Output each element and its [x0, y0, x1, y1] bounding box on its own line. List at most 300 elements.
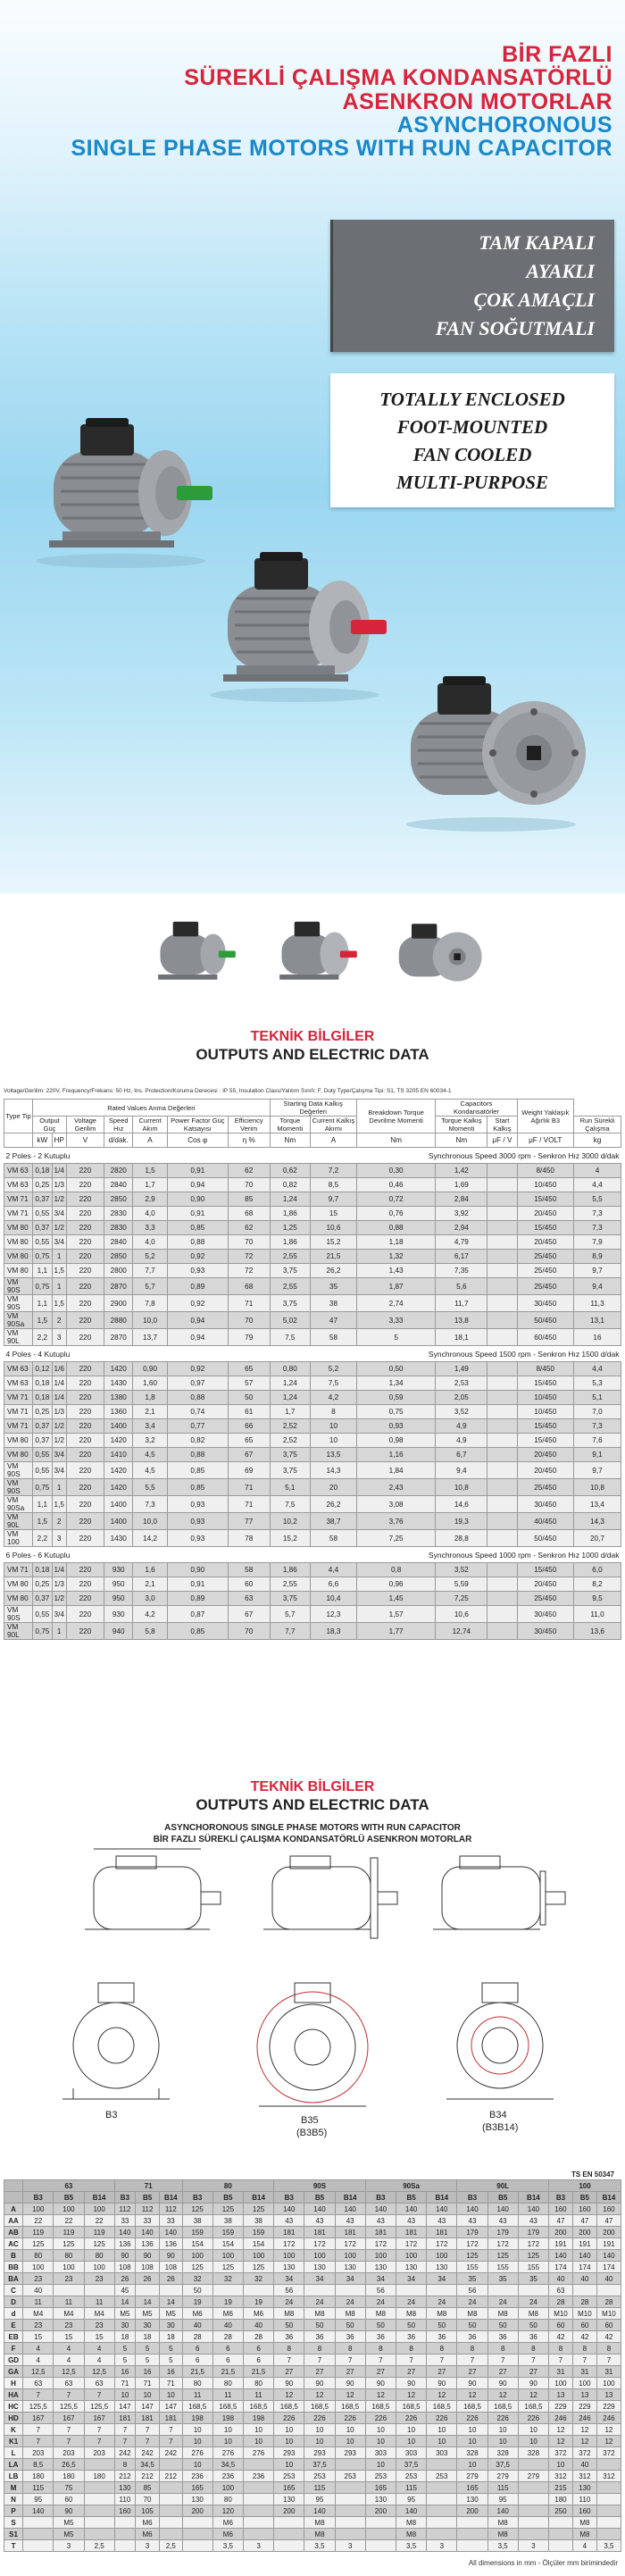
data-cell: 4,0 [133, 1207, 167, 1221]
dimension-value: 140 [488, 2204, 518, 2215]
data-cell: 67 [228, 1606, 270, 1623]
data-cell: 3,52 [436, 1405, 488, 1419]
mount-cell [4, 2192, 23, 2204]
electric-data-table [4, 1099, 621, 1640]
dimension-value: 279 [518, 2471, 548, 2482]
dimension-value [243, 2494, 273, 2505]
dimension-value: 168,5 [212, 2401, 243, 2413]
data-cell: 220 [66, 1623, 104, 1640]
motor-type-cell: VM 71 [4, 1207, 33, 1221]
dimension-value: 10 [335, 2436, 365, 2447]
dimension-value: 36 [518, 2331, 548, 2343]
dimension-value: 7 [457, 2354, 488, 2366]
dimension-value: 172 [365, 2238, 396, 2250]
dimension-value: 27 [427, 2366, 457, 2378]
dimension-value: 212 [114, 2471, 135, 2482]
dimension-value: 90 [114, 2250, 135, 2262]
data-cell: 2,1 [133, 1405, 167, 1419]
dimension-value: M8 [396, 2308, 426, 2320]
dimension-value: 115 [304, 2482, 335, 2494]
data-cell: 0,85 [167, 1221, 228, 1235]
dimension-value: 10 [427, 2424, 457, 2436]
data-cell: 7,2 [311, 1164, 357, 1178]
dimension-value: 43 [365, 2215, 396, 2227]
dimension-value: 181 [304, 2227, 335, 2238]
dimension-value: 40 [243, 2320, 273, 2331]
dimension-value: 328 [488, 2447, 518, 2459]
data-cell: 1,87 [356, 1278, 436, 1295]
data-cell: 11,7 [436, 1295, 488, 1312]
front-view-b35 [257, 1983, 368, 2106]
dimension-key: K [4, 2424, 23, 2436]
dimension-value: 5 [136, 2354, 160, 2366]
data-cell: 3/4 [52, 1462, 66, 1479]
data-cell: 1,1 [33, 1264, 52, 1278]
dimension-value: 312 [572, 2471, 596, 2482]
table-row [4, 2517, 621, 2529]
data-cell [488, 1278, 517, 1295]
dimension-value: 200 [457, 2505, 488, 2517]
data-cell: 0,75 [33, 1623, 52, 1640]
dimension-value: 5 [114, 2354, 135, 2366]
data-cell: 9,7 [573, 1462, 621, 1479]
feature-tr-3: ÇOK AMAÇLI [473, 289, 595, 311]
data-cell: 1410 [104, 1448, 133, 1462]
data-cell: 7,3 [573, 1419, 621, 1434]
data-cell: 8,9 [573, 1250, 621, 1264]
dimension-value: 15 [84, 2331, 114, 2343]
data-cell: 2,52 [270, 1434, 311, 1448]
dimension-value: 154 [212, 2238, 243, 2250]
dimension-value [518, 2482, 548, 2494]
dimension-value: 33 [114, 2215, 135, 2227]
data-cell: 57 [228, 1376, 270, 1391]
dimension-value: 30 [136, 2320, 160, 2331]
data-cell: 220 [66, 1563, 104, 1577]
label-b3: B3 [105, 2110, 118, 2120]
data-cell: 0,37 [33, 1592, 52, 1606]
dimension-value: 372 [572, 2447, 596, 2459]
dimension-value [160, 2482, 183, 2494]
dimension-value: 212 [160, 2471, 183, 2482]
data-cell: 11,0 [573, 1606, 621, 1623]
label-b35: B35 [301, 2115, 319, 2126]
dimension-value: 154 [182, 2238, 212, 2250]
data-cell: 20/450 [517, 1462, 573, 1479]
dimension-key: GA [4, 2366, 23, 2378]
motor-type-cell: VM 71 [4, 1419, 33, 1434]
dimension-value: 37,5 [396, 2459, 426, 2471]
dimension-value: 246 [572, 2413, 596, 2424]
dimension-key: H [4, 2378, 23, 2389]
dimension-value: 191 [549, 2238, 573, 2250]
dimension-value: 8 [457, 2343, 488, 2354]
data-cell: 4,4 [573, 1362, 621, 1376]
data-cell: 1400 [104, 1419, 133, 1434]
table2-subtitle-tr: BİR FAZLI SÜREKLİ ÇALIŞMA KONDANSATÖRLÜ ASENKRON MOTORLAR [153, 1835, 472, 1844]
dimension-value [243, 2517, 273, 2529]
dimension-value [84, 2529, 114, 2540]
dimension-value: 165 [182, 2482, 212, 2494]
data-cell: 0,55 [33, 1606, 52, 1623]
dimension-value: 130 [365, 2494, 396, 2505]
dimension-value: 34 [304, 2273, 335, 2285]
table-row [4, 1405, 621, 1419]
data-cell: 5,1 [573, 1391, 621, 1405]
motor-type-cell: VM 80 [4, 1264, 33, 1278]
dimension-value: 90 [427, 2378, 457, 2389]
dimension-value: 12 [427, 2389, 457, 2401]
data-cell: 15/450 [517, 1434, 573, 1448]
table-row [4, 1448, 621, 1462]
dimension-value: 7 [488, 2354, 518, 2366]
dimension-value: 303 [365, 2447, 396, 2459]
dimension-value: 12 [549, 2424, 573, 2436]
data-cell: 220 [66, 1577, 104, 1592]
data-cell: 5 [356, 1329, 436, 1346]
dimension-key: HC [4, 2401, 23, 2413]
dimension-value: 47 [596, 2215, 621, 2227]
data-cell: 1 [52, 1623, 66, 1640]
data-cell: 0,75 [33, 1250, 52, 1264]
data-cell: 20 [311, 1479, 357, 1496]
data-cell: 0,25 [33, 1405, 52, 1419]
data-cell: 70 [228, 1235, 270, 1250]
table-row [4, 2343, 621, 2354]
data-cell: 5,02 [270, 1312, 311, 1329]
dimension-value: 14 [136, 2296, 160, 2308]
feature-en-4: MULTI-PURPOSE [396, 472, 548, 493]
dimension-value [457, 2517, 488, 2529]
unit-cell: Nm [436, 1133, 488, 1148]
dimension-value: 32 [212, 2273, 243, 2285]
label-b35-sub: (B3B5) [296, 2128, 328, 2138]
dimension-value: 7 [84, 2436, 114, 2447]
data-cell [488, 1391, 517, 1405]
dimension-value: 3 [518, 2540, 548, 2552]
dimension-value: M4 [84, 2308, 114, 2320]
data-cell: 220 [66, 1376, 104, 1391]
unit-cell: η % [228, 1133, 270, 1148]
dimension-value: 7 [518, 2354, 548, 2366]
data-cell: 220 [66, 1164, 104, 1178]
dimension-value: 100 [212, 2482, 243, 2494]
dimension-value: 253 [427, 2471, 457, 2482]
data-cell: 6,17 [436, 1250, 488, 1264]
data-cell: 65 [228, 1362, 270, 1376]
dimension-value: 10 [182, 2424, 212, 2436]
dimension-key: T [4, 2540, 23, 2552]
data-cell: 5,8 [133, 1623, 167, 1640]
dimension-value [518, 2494, 548, 2505]
dimension-key: HA [4, 2389, 23, 2401]
table-row [4, 1419, 621, 1434]
data-cell: 20/450 [517, 1577, 573, 1592]
dimension-value: 229 [549, 2401, 573, 2413]
data-cell: 65 [228, 1434, 270, 1448]
table-row [4, 1235, 621, 1250]
dimension-key: D [4, 2296, 23, 2308]
dimension-value: 172 [427, 2238, 457, 2250]
motor-type-cell: VM 63 [4, 1362, 33, 1376]
dimension-value: 180 [549, 2494, 573, 2505]
data-cell: 0,82 [270, 1178, 311, 1192]
dimension-value: 47 [549, 2215, 573, 2227]
dimension-value: 10 [160, 2389, 183, 2401]
title-tr-1: BİR FAZLI [502, 42, 612, 67]
data-cell: 20/450 [517, 1448, 573, 1462]
section-poles: 6 Poles - 6 Kutuplu [4, 1547, 271, 1563]
dimension-value: 75 [54, 2482, 84, 2494]
dimension-value: 27 [304, 2366, 335, 2378]
data-cell: 0,30 [356, 1164, 436, 1178]
data-cell: 3,76 [356, 1513, 436, 1530]
data-cell: 30/450 [517, 1295, 573, 1312]
dimension-value: 7 [23, 2389, 54, 2401]
data-cell: 5,59 [436, 1577, 488, 1592]
dimension-value: 10 [243, 2436, 273, 2447]
data-cell: 3,4 [133, 1419, 167, 1434]
dimension-value: 10 [182, 2436, 212, 2447]
dimension-value: 10 [457, 2436, 488, 2447]
data-cell: 1/2 [52, 1192, 66, 1207]
dimension-value: 253 [274, 2471, 304, 2482]
data-cell: 7,3 [573, 1207, 621, 1221]
data-cell: 2900 [104, 1295, 133, 1312]
dimension-value: 226 [396, 2413, 426, 2424]
dimension-value: 28 [243, 2331, 273, 2343]
dimension-value [335, 2285, 365, 2296]
data-cell: 1,8 [133, 1391, 167, 1405]
table-row [4, 2204, 621, 2215]
data-cell [488, 1250, 517, 1264]
dimension-value: 253 [365, 2471, 396, 2482]
data-cell [488, 1513, 517, 1530]
table-row [4, 1513, 621, 1530]
data-cell [488, 1530, 517, 1547]
data-cell: 2,2 [33, 1530, 52, 1547]
dimension-key: AB [4, 2227, 23, 2238]
dimension-value: 12 [396, 2389, 426, 2401]
data-cell: 7,8 [133, 1295, 167, 1312]
motor-type-cell: VM 63 [4, 1376, 33, 1391]
dimension-key: AC [4, 2238, 23, 2250]
data-cell: 2830 [104, 1221, 133, 1235]
data-cell: 3 [52, 1329, 66, 1346]
data-cell: 10/450 [517, 1391, 573, 1405]
data-cell: 85 [228, 1192, 270, 1207]
dimension-value [160, 2529, 183, 2540]
data-cell: 1/3 [52, 1405, 66, 1419]
data-cell: 0,55 [33, 1235, 52, 1250]
dimension-value: 90 [54, 2505, 84, 2517]
dimension-value: 172 [335, 2238, 365, 2250]
dimension-value: 63 [54, 2378, 84, 2389]
dimension-value [114, 2529, 135, 2540]
dimension-value: 198 [212, 2413, 243, 2424]
dimension-value: 10 [243, 2424, 273, 2436]
data-cell: 4,9 [436, 1419, 488, 1434]
dimension-value: 45 [114, 2285, 135, 2296]
dimension-value: 63 [549, 2285, 573, 2296]
table-row [4, 2459, 621, 2471]
dimension-value: 7 [84, 2424, 114, 2436]
data-cell: 3,08 [356, 1496, 436, 1513]
data-cell: 3,52 [436, 1563, 488, 1577]
dimension-value: 236 [182, 2471, 212, 2482]
dimension-value: 236 [243, 2471, 273, 2482]
data-cell: 8 [311, 1405, 357, 1419]
data-cell: 0,75 [33, 1479, 52, 1496]
data-cell: 0,89 [167, 1278, 228, 1295]
table-row [4, 1295, 621, 1312]
dimension-value: 43 [457, 2215, 488, 2227]
dimension-value: 31 [572, 2366, 596, 2378]
data-cell: 7,5 [311, 1376, 357, 1391]
dimension-value: 6 [182, 2354, 212, 2366]
dimension-value: 140 [596, 2250, 621, 2262]
dimension-value: 23 [23, 2320, 54, 2331]
dimension-value: 7 [54, 2424, 84, 2436]
dimension-value: 236 [212, 2471, 243, 2482]
dimension-value: 12 [304, 2389, 335, 2401]
dimension-value: 100 [54, 2262, 84, 2273]
dimension-value: 3 [335, 2540, 365, 2552]
table1-title-tr: TEKNİK BİLGİLER [250, 1029, 375, 1044]
data-cell: 2850 [104, 1192, 133, 1207]
data-cell: 7,7 [133, 1264, 167, 1278]
mount-cell: B3 [457, 2192, 488, 2204]
dimension-value: 181 [335, 2227, 365, 2238]
dimension-value: 172 [304, 2238, 335, 2250]
data-cell: 3,2 [133, 1434, 167, 1448]
data-cell: 5,3 [573, 1376, 621, 1391]
dimension-value: M8 [274, 2308, 304, 2320]
dimension-value: 12 [596, 2436, 621, 2447]
data-cell: 10,8 [573, 1479, 621, 1496]
side-view-b35 [263, 1856, 397, 1938]
data-cell: 30/450 [517, 1623, 573, 1640]
data-cell: 26,2 [311, 1264, 357, 1278]
data-cell [488, 1577, 517, 1592]
dimension-value: M8 [488, 2308, 518, 2320]
dimension-value: 60 [572, 2320, 596, 2331]
dimension-value: 90 [136, 2250, 160, 2262]
data-cell: 60/450 [517, 1329, 573, 1346]
th-efficiency: Efficiency Verim [228, 1117, 270, 1133]
dimension-value: 125 [23, 2238, 54, 2250]
frame-cell: 90L [457, 2180, 549, 2192]
data-cell: 220 [66, 1496, 104, 1513]
th-start-current: Current Kalkış Akımı [311, 1117, 357, 1133]
dimension-value: 24 [335, 2296, 365, 2308]
frame-cell: 100 [549, 2180, 621, 2192]
dimension-value: 168,5 [243, 2401, 273, 2413]
table-row [4, 2413, 621, 2424]
table-row [4, 1207, 621, 1221]
section-speed: Synchronous Speed 1000 rpm - Senkron Hız 1000 d/dak [270, 1547, 621, 1563]
dimension-value: 13 [596, 2389, 621, 2401]
dimension-footnote: All dimensions in mm - Ölçüler mm birimindedir [468, 2559, 618, 2567]
dimension-value: 328 [457, 2447, 488, 2459]
dimension-value: 60 [596, 2320, 621, 2331]
data-cell: 1430 [104, 1530, 133, 1547]
table-row [4, 2354, 621, 2366]
data-cell: 26,2 [311, 1496, 357, 1513]
th-cap-run: Run Sürekli Çalışma [573, 1117, 621, 1133]
data-cell: 66 [228, 1419, 270, 1434]
dimension-value: 174 [596, 2262, 621, 2273]
dimension-value: 2,5 [84, 2540, 114, 2552]
dimension-value: 181 [114, 2413, 135, 2424]
dimension-value: 125 [182, 2262, 212, 2273]
table-row [4, 1178, 621, 1192]
dimension-value: 36 [335, 2331, 365, 2343]
data-cell: 220 [66, 1530, 104, 1547]
data-cell: 0,18 [33, 1391, 52, 1405]
dimension-value: 42 [549, 2331, 573, 2343]
data-cell: 0,93 [167, 1530, 228, 1547]
dimension-value: 18 [114, 2331, 135, 2343]
dimension-value: M8 [518, 2308, 548, 2320]
dimension-value: 12 [518, 2389, 548, 2401]
dimension-value: 10 [488, 2436, 518, 2447]
table1-title [0, 1029, 625, 1064]
dimension-value: 100 [549, 2378, 573, 2389]
dimension-value: 24 [488, 2296, 518, 2308]
dimension-value: 34 [274, 2273, 304, 2285]
dimension-value: 10 [365, 2459, 396, 2471]
dimension-value [160, 2517, 183, 2529]
table-row [4, 2447, 621, 2459]
dimension-value: 140 [304, 2505, 335, 2517]
motor-type-cell: VM 63 [4, 1164, 33, 1178]
dimension-value: 10 [427, 2436, 457, 2447]
data-cell: 0,80 [270, 1362, 311, 1376]
data-cell: 1,86 [270, 1563, 311, 1577]
dimension-value: M6 [182, 2308, 212, 2320]
data-cell: 9,7 [311, 1192, 357, 1207]
dimension-value [136, 2285, 160, 2296]
data-cell: 220 [66, 1434, 104, 1448]
motor-type-cell: VM 90L [4, 1513, 33, 1530]
motor-type-cell: VM 71 [4, 1391, 33, 1405]
table-row [4, 2378, 621, 2389]
mount-cell: B5 [304, 2192, 335, 2204]
dimension-value: 174 [572, 2262, 596, 2273]
data-cell: 58 [311, 1329, 357, 1346]
data-cell: 62 [228, 1221, 270, 1235]
dimension-value [243, 2285, 273, 2296]
dimension-value: 5 [160, 2343, 183, 2354]
data-cell: 1430 [104, 1376, 133, 1391]
dimension-value: 23 [23, 2273, 54, 2285]
data-cell: 7,6 [573, 1434, 621, 1448]
dimension-value: 27 [518, 2366, 548, 2378]
data-cell: 2 [52, 1513, 66, 1530]
dimension-value: 125 [212, 2204, 243, 2215]
data-cell: 3/4 [52, 1207, 66, 1221]
dimension-value: 8 [274, 2343, 304, 2354]
data-cell [488, 1192, 517, 1207]
dimension-value: 140 [335, 2204, 365, 2215]
table1-title-en: OUTPUTS AND ELECTRIC DATA [196, 1046, 429, 1063]
unit-cell: μF / V [488, 1133, 517, 1148]
dimension-value: 168,5 [518, 2401, 548, 2413]
data-cell: 4,2 [311, 1391, 357, 1405]
dimension-value: 140 [427, 2204, 457, 2215]
dimension-value: 4 [572, 2540, 596, 2552]
